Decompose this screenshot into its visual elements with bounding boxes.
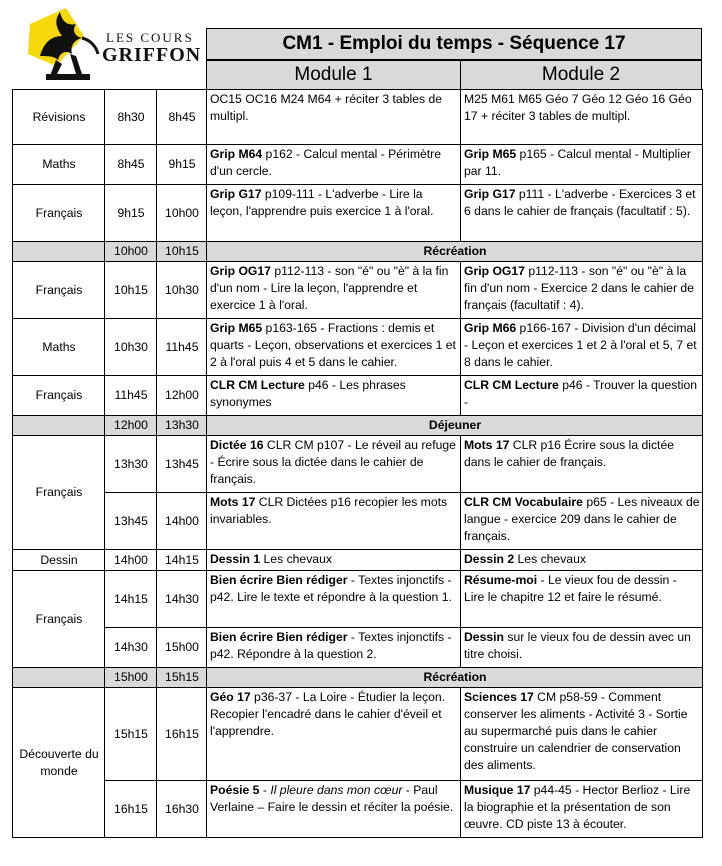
table-row xyxy=(13,145,703,185)
table-row xyxy=(13,90,703,145)
end-time: 14h30 xyxy=(157,571,207,628)
subject-cell: Français xyxy=(13,436,105,550)
break-row xyxy=(13,668,703,688)
griffon-icon xyxy=(26,6,104,82)
break-row xyxy=(13,416,703,436)
module-2-cell: Grip M65 p165 - Calcul mental - Multiplier par 11. xyxy=(461,145,703,185)
module-2-cell: Grip G17 p111 - L'adverbe - Exercices 3 et 6 dans le cahier de français (facultatif : 5). xyxy=(461,185,703,242)
start-time: 14h30 xyxy=(105,628,157,668)
table-row xyxy=(13,628,703,668)
module-2-header: Module 2 xyxy=(460,60,702,90)
logo-text-line1: LES COURS xyxy=(106,30,194,45)
module-2-cell: Mots 17 CLR p16 Écrire sous la dictée dans le cahier de français. xyxy=(461,436,703,493)
subject-cell: Français xyxy=(13,185,105,242)
module-2-cell: Dessin sur le vieux fou de dessin avec un titre choisi. xyxy=(461,628,703,668)
end-time: 11h45 xyxy=(157,319,207,376)
module-1-cell: Dessin 1 Les chevaux xyxy=(207,550,461,571)
end-time: 16h30 xyxy=(157,781,207,838)
timetable xyxy=(12,89,703,838)
subject-cell: Découverte du monde xyxy=(13,688,105,838)
table-row xyxy=(13,550,703,571)
start-time: 12h00 xyxy=(105,416,157,436)
start-time: 14h00 xyxy=(105,550,157,571)
module-2-cell: Grip M66 p166-167 - Division d'un décimal - Leçon et exercices 1 et 2 à l'oral et 5, 7 et 8 dans le cahier. xyxy=(461,319,703,376)
break-row xyxy=(13,242,703,262)
start-time: 8h45 xyxy=(105,145,157,185)
break-empty-cell xyxy=(13,416,105,436)
module-2-cell: M25 M61 M65 Géo 7 Géo 12 Géo 16 Géo 17 + réciter 3 tables de multipl. xyxy=(461,90,703,145)
module-1-cell: Bien écrire Bien rédiger - Textes injonctifs - p42. Répondre à la question 2. xyxy=(207,628,461,668)
table-row xyxy=(13,376,703,416)
start-time: 10h00 xyxy=(105,242,157,262)
table-row xyxy=(13,319,703,376)
end-time: 9h15 xyxy=(157,145,207,185)
module-1-cell: Grip M65 p163-165 - Fractions : demis et quarts - Leçon, observations et exercices 1 et 2 à l'oral puis 4 et 5 dans le cahier. xyxy=(207,319,461,376)
table-row xyxy=(13,493,703,550)
module-1-cell: Bien écrire Bien rédiger - Textes injonctifs - p42. Lire le texte et répondre à la question 1. xyxy=(207,571,461,628)
end-time: 16h15 xyxy=(157,688,207,781)
module-1-cell: Grip G17 p109-111 - L'adverbe - Lire la leçon, l'apprendre puis exercice 1 à l'oral. xyxy=(207,185,461,242)
subject-cell: Dessin xyxy=(13,550,105,571)
logo-text-line2: GRIFFON xyxy=(102,44,202,66)
table-row xyxy=(13,688,703,781)
module-1-cell: Grip OG17 p112-113 - son "é" ou "è" à la fin d'un nom - Lire la leçon, l'apprendre et exercice 1 à l'oral. xyxy=(207,262,461,319)
end-time: 8h45 xyxy=(157,90,207,145)
module-1-cell: Géo 17 p36-37 - La Loire - Étudier la leçon. Recopier l'encadré dans le cahier d'éveil et l'apprendre. xyxy=(207,688,461,781)
start-time: 13h30 xyxy=(105,436,157,493)
table-row xyxy=(13,262,703,319)
subject-cell: Révisions xyxy=(13,90,105,145)
module-1-cell: CLR CM Lecture p46 - Les phrases synonymes xyxy=(207,376,461,416)
module-2-cell: CLR CM Vocabulaire p65 - Les niveaux de langue - exercice 209 dans le cahier de français. xyxy=(461,493,703,550)
end-time: 13h45 xyxy=(157,436,207,493)
les-cours-griffon-logo xyxy=(18,6,208,86)
module-2-cell: Grip OG17 p112-113 - son "é" ou "è" à la fin d'un nom - Exercice 2 dans le cahier de français (facultatif : 4). xyxy=(461,262,703,319)
end-time: 10h30 xyxy=(157,262,207,319)
end-time: 15h15 xyxy=(157,668,207,688)
module-2-cell: Musique 17 p44-45 - Hector Berlioz - Lire la biographie et la présentation de son œuvre. CD piste 13 à écouter. xyxy=(461,781,703,838)
start-time: 15h15 xyxy=(105,688,157,781)
subject-cell: Français xyxy=(13,376,105,416)
start-time: 10h15 xyxy=(105,262,157,319)
module-2-cell: Sciences 17 CM p58-59 - Comment conserver les aliments - Activité 3 - Sortie au supermarché puis dans le cahier construire un calendrier de conservation des aliments. xyxy=(461,688,703,781)
start-time: 15h00 xyxy=(105,668,157,688)
subject-cell: Français xyxy=(13,262,105,319)
start-time: 9h15 xyxy=(105,185,157,242)
end-time: 15h00 xyxy=(157,628,207,668)
module-1-cell: Dictée 16 CLR CM p107 - Le réveil au refuge - Écrire sous la dictée dans le cahier de français. xyxy=(207,436,461,493)
start-time: 11h45 xyxy=(105,376,157,416)
break-label: Récréation xyxy=(207,242,703,262)
start-time: 8h30 xyxy=(105,90,157,145)
page-title: CM1 - Emploi du temps - Séquence 17 xyxy=(206,28,702,60)
module-2-cell: Dessin 2 Les chevaux xyxy=(461,550,703,571)
table-row xyxy=(13,571,703,628)
end-time: 12h00 xyxy=(157,376,207,416)
module-2-cell: Résume-moi - Le vieux fou de dessin - Lire le chapitre 12 et faire le résumé. xyxy=(461,571,703,628)
module-1-cell: Grip M64 p162 - Calcul mental - Périmètre d'un cercle. xyxy=(207,145,461,185)
start-time: 16h15 xyxy=(105,781,157,838)
module-1-cell: OC15 OC16 M24 M64 + réciter 3 tables de multipl. xyxy=(207,90,461,145)
end-time: 10h15 xyxy=(157,242,207,262)
subject-cell: Maths xyxy=(13,319,105,376)
break-label: Récréation xyxy=(207,668,703,688)
table-row xyxy=(13,185,703,242)
table-row xyxy=(13,436,703,493)
break-empty-cell xyxy=(13,242,105,262)
table-row xyxy=(13,781,703,838)
break-label: Déjeuner xyxy=(207,416,703,436)
start-time: 13h45 xyxy=(105,493,157,550)
start-time: 10h30 xyxy=(105,319,157,376)
end-time: 14h00 xyxy=(157,493,207,550)
module-1-header: Module 1 xyxy=(206,60,461,90)
module-2-cell: CLR CM Lecture p46 - Trouver la question - xyxy=(461,376,703,416)
page-header xyxy=(0,0,722,90)
module-1-cell: Poésie 5 - Il pleure dans mon cœur - Paul Verlaine – Faire le dessin et réciter la poésie. xyxy=(207,781,461,838)
end-time: 14h15 xyxy=(157,550,207,571)
break-empty-cell xyxy=(13,668,105,688)
end-time: 10h00 xyxy=(157,185,207,242)
start-time: 14h15 xyxy=(105,571,157,628)
module-1-cell: Mots 17 CLR Dictées p16 recopier les mots invariables. xyxy=(207,493,461,550)
end-time: 13h30 xyxy=(157,416,207,436)
subject-cell: Maths xyxy=(13,145,105,185)
subject-cell: Français xyxy=(13,571,105,668)
